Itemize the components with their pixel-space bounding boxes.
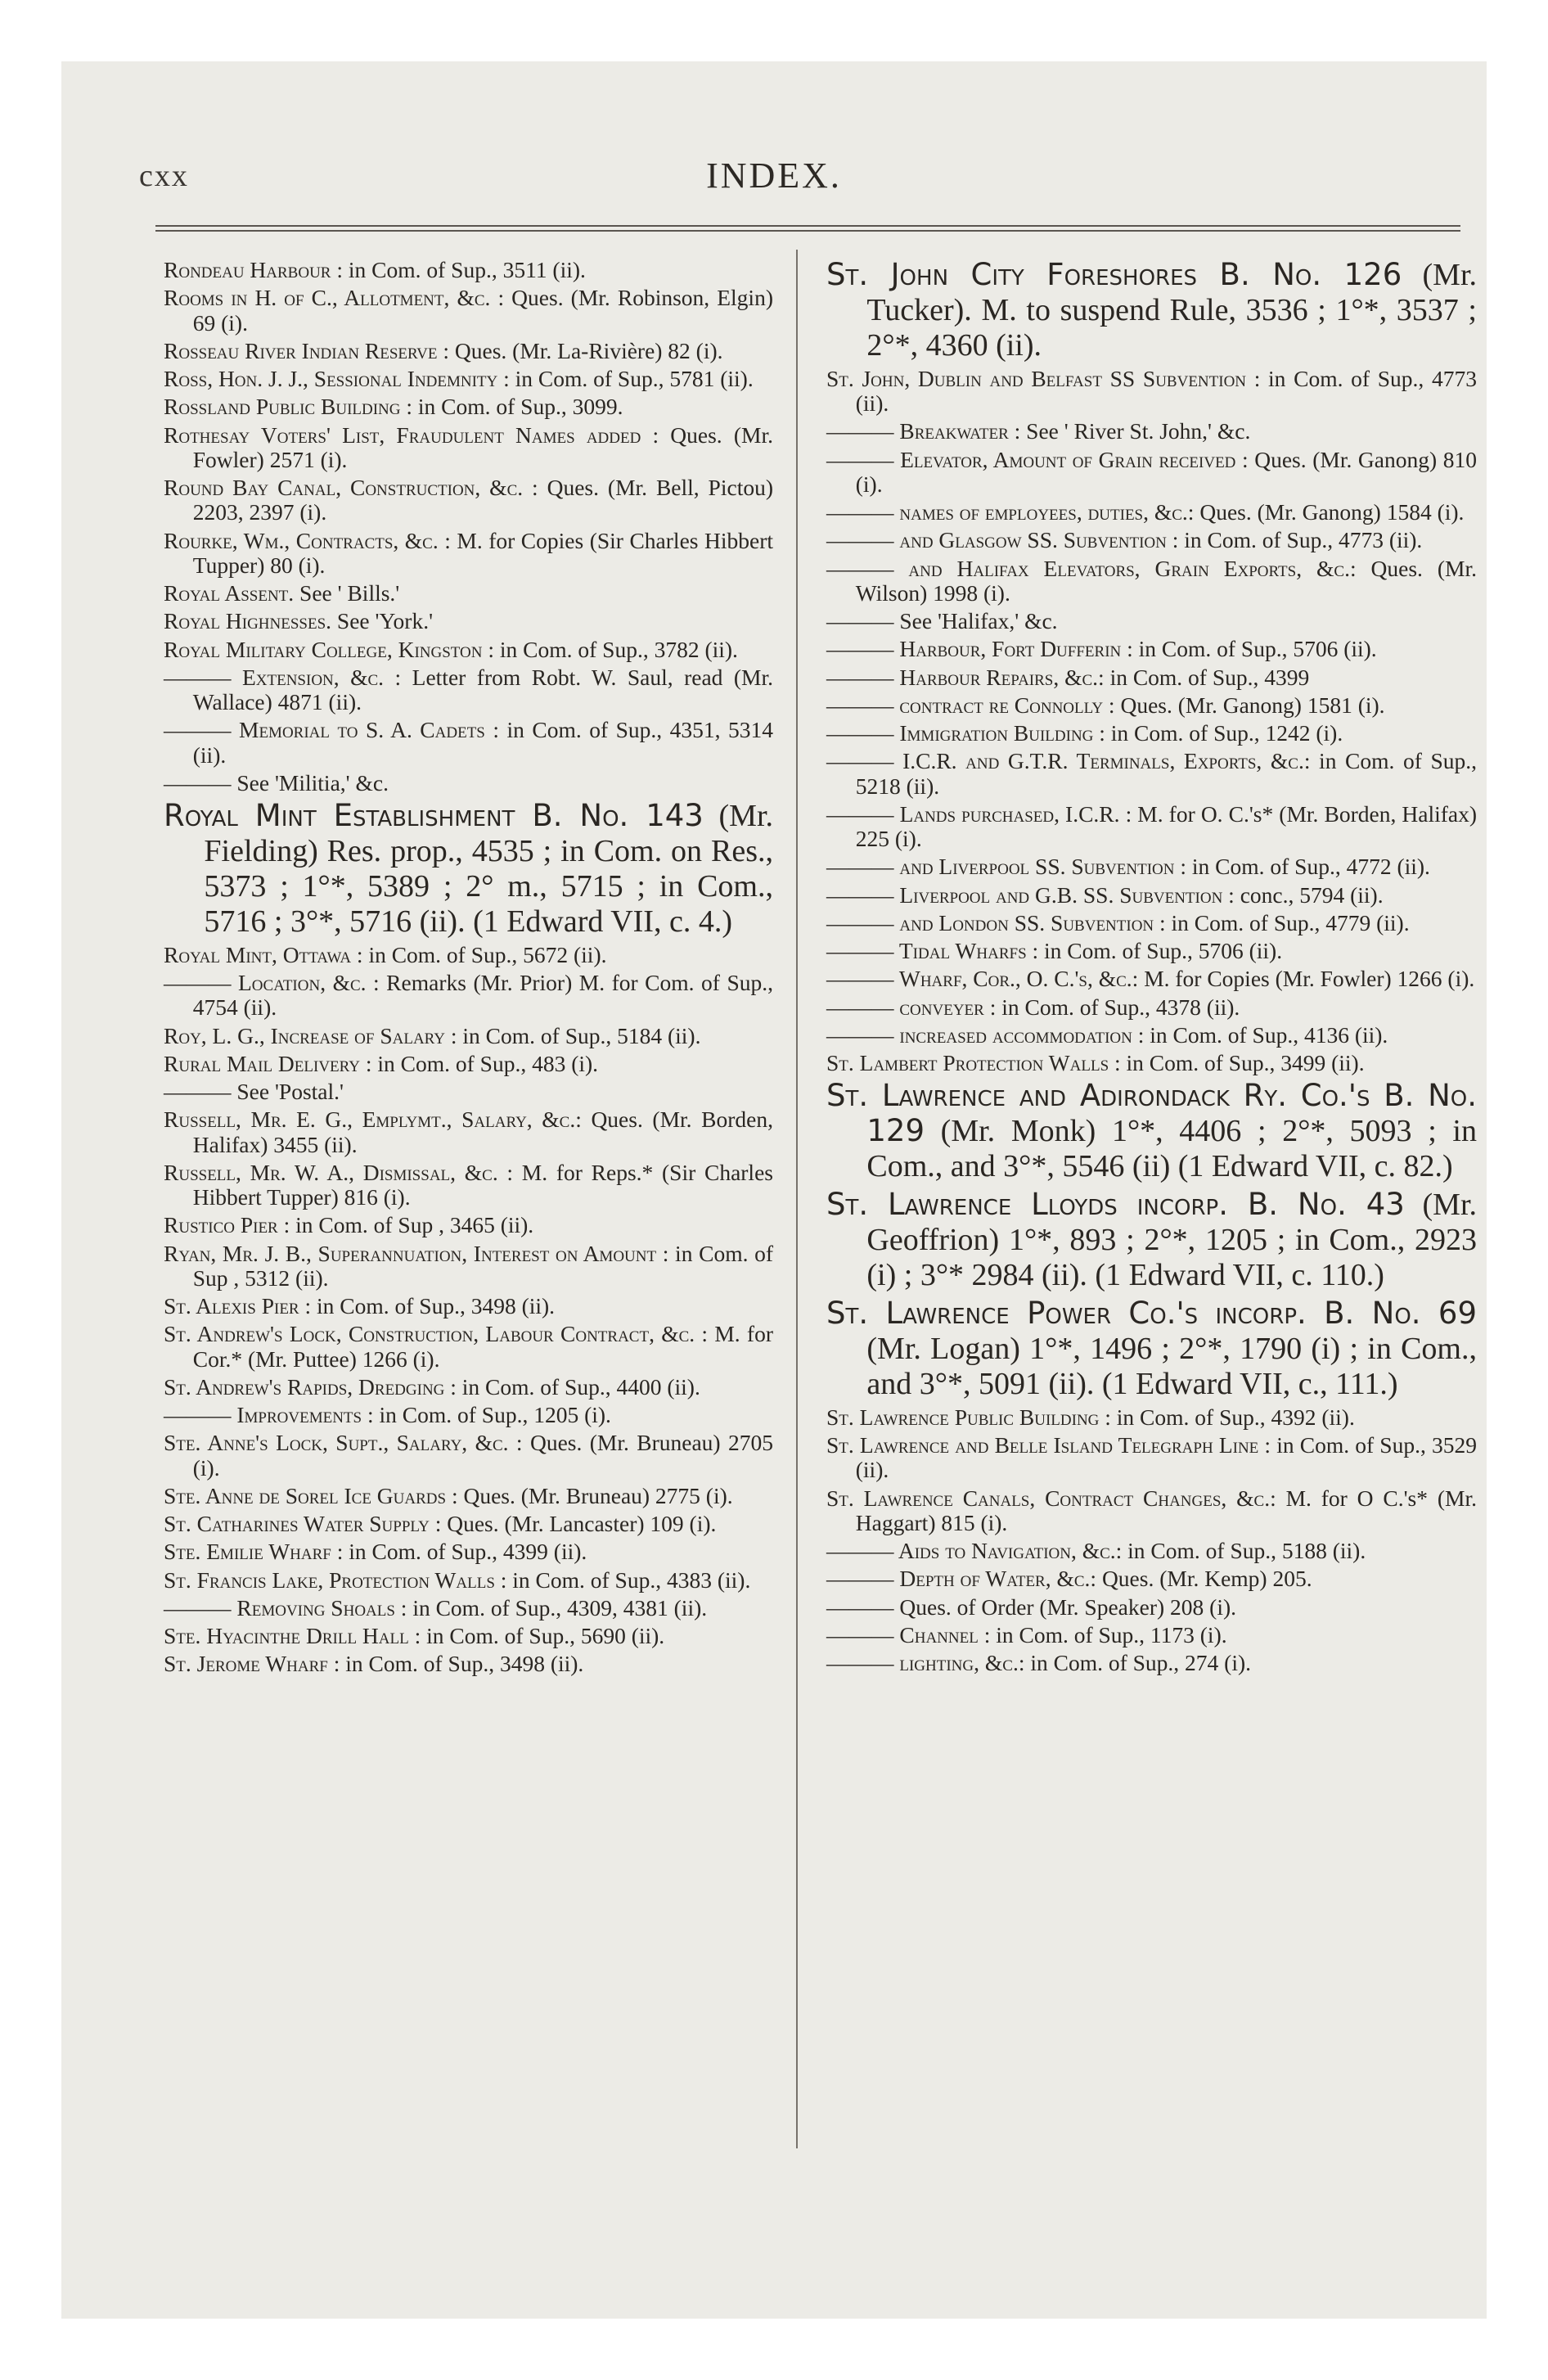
entry-reference: in Com. of Sup , 3465 (ii).	[290, 1212, 534, 1238]
entry-reference: Ques. (Mr. Kemp) 205.	[1096, 1566, 1312, 1592]
entry-reference: in Com. of Sup., 4309, 4381 (ii).	[407, 1594, 708, 1620]
entry-heading: St. Alexis Pier :	[164, 1293, 312, 1318]
entry-reference: in Com. of Sup., 4136 (ii).	[1144, 1021, 1388, 1048]
index-entry	[164, 1431, 773, 1481]
header-rule	[155, 225, 1460, 232]
entry-reference: in Com. of Sup., 5672 (ii).	[362, 941, 607, 967]
entry-reference: in Com. of Sup., 3782 (ii).	[494, 636, 738, 662]
index-entry	[164, 529, 773, 579]
index-entry	[826, 1405, 1477, 1430]
entry-heading: ——— names of employees, duties, &c.:	[826, 499, 1195, 525]
entry-reference: in Com. of Sup., 4772 (ii).	[1186, 854, 1430, 880]
entry-reference: (Mr. Fielding) Res. prop., 4535 ; in Com. on Res., 5373 ; 1°*, 5389 ; 2° m., 5715 ; in Com., 5716 ; 3°*, 5716 (ii). (1 Edward VII, c. 4.)	[204, 799, 773, 939]
entry-heading: St. Andrew's Lock, Construction, Labour Contract, &c. :	[164, 1321, 709, 1347]
entry-heading: ——— Memorial to S. A. Cadets :	[164, 717, 499, 743]
entry-heading: Royal Military College, Kingston :	[164, 636, 494, 662]
entry-heading: Round Bay Canal, Construction, &c. :	[164, 475, 538, 500]
entry-heading: Rooms in H. of C., Allotment, &c. :	[164, 285, 505, 311]
entry-heading: ——— Harbour Repairs, &c.:	[826, 664, 1105, 690]
index-entry	[164, 771, 773, 796]
index-entry	[826, 1651, 1477, 1675]
index-entry	[164, 339, 773, 363]
entry-heading: ——— Removing Shoals :	[164, 1594, 407, 1620]
index-entry	[164, 1512, 773, 1536]
index-entry	[826, 1188, 1477, 1293]
index-entry	[826, 693, 1477, 718]
entry-reference: in Com. of Sup., 3498 (ii).	[311, 1293, 556, 1318]
index-entry	[826, 609, 1477, 633]
index-entry	[164, 286, 773, 336]
entry-heading: Rondeau Harbour :	[164, 257, 343, 282]
entry-heading: St. Andrew's Rapids, Dredging :	[164, 1373, 457, 1400]
entry-reference: in Com. of Sup., 5690 (ii).	[421, 1623, 665, 1648]
entry-heading: Russell, Mr. W. A., Dismissal, &c. :	[164, 1159, 514, 1185]
entry-heading: Roy, L. G., Increase of Salary :	[164, 1022, 457, 1048]
entry-reference: in Com. of Sup., 4383 (ii).	[506, 1566, 751, 1593]
entry-reference: Ques. (Mr. Robinson, Elgin) 69 (i).	[192, 285, 773, 336]
entry-heading: ——— and Liverpool SS. Subvention :	[826, 854, 1186, 880]
entry-heading: ——— Harbour, Fort Dufferin :	[826, 636, 1133, 662]
column-divider	[796, 250, 798, 2148]
entry-heading: ——— Breakwater :	[826, 418, 1021, 444]
entry-heading: ——— lighting, &c.:	[826, 1650, 1025, 1675]
entry-heading: St. Francis Lake, Protection Walls :	[164, 1566, 507, 1593]
entry-reference: in Com. of Sup , 5312 (ii).	[192, 1240, 774, 1291]
index-entry	[164, 1624, 773, 1648]
index-entry	[826, 1051, 1477, 1075]
index-entry	[164, 423, 773, 473]
entry-reference: Ques. (Mr. Bruneau) 2705 (i).	[192, 1430, 773, 1481]
index-entry	[164, 1213, 773, 1237]
running-head	[139, 158, 1409, 207]
entry-reference: in Com. of Sup., 4392 (ii).	[1110, 1404, 1355, 1430]
index-entry	[164, 1568, 773, 1593]
entry-reference: Ques. of Order (Mr. Speaker) 208 (i).	[893, 1593, 1236, 1620]
entry-heading: ——— and Halifax Elevators, Grain Exports, &c.:	[826, 555, 1357, 581]
index-entry	[164, 1242, 773, 1291]
entry-reference: in Com. of Sup., 5706 (ii).	[1038, 938, 1283, 964]
index-entry	[826, 802, 1477, 852]
entry-reference: See 'Postal.'	[231, 1079, 344, 1104]
entry-heading: St. Lawrence and Adirondack Ry. Co.'s B. No. 129	[826, 1078, 1477, 1149]
entry-heading: St. John City Foreshores B. No. 126	[826, 257, 1402, 292]
index-entry	[826, 1433, 1477, 1483]
entry-heading: St. Lawrence Canals, Contract Changes, &c.:	[826, 1485, 1276, 1511]
entry-heading: Ste. Hyacinthe Drill Hall :	[164, 1623, 421, 1648]
entry-reference: in Com. of Sup., 3099.	[412, 394, 623, 420]
entry-heading: Rothesay Voters' List, Fraudulent Names added :	[164, 421, 659, 448]
page-number: cxx	[139, 159, 189, 193]
entry-heading: St. Catharines Water Supply :	[164, 1511, 442, 1536]
entry-reference: in Com. of Sup., 5706 (ii).	[1132, 636, 1377, 662]
entry-reference: See ' Bills.'	[294, 580, 400, 606]
index-entry	[826, 637, 1477, 661]
index-entry	[164, 943, 773, 967]
index-entry	[826, 854, 1477, 879]
index-entry	[164, 799, 773, 940]
index-entry	[826, 749, 1477, 799]
page-title: INDEX.	[706, 156, 842, 196]
entry-reference: in Com. of Sup., 5218 (ii).	[855, 748, 1477, 799]
entry-heading: ——— Wharf, Cor., O. C.'s, &c.:	[826, 966, 1139, 992]
index-entry	[164, 1161, 773, 1210]
entry-heading: Rosseau River Indian Reserve :	[164, 337, 450, 363]
entry-heading: ——— Improvements :	[164, 1402, 374, 1427]
index-entry	[164, 1294, 773, 1318]
entry-reference: Letter from Robt. W. Saul, read (Mr. Wallace) 4871 (ii).	[192, 664, 774, 714]
entry-reference: (Mr. Logan) 1°*, 1496 ; 2°*, 1790 (i) ; in Com., and 3°*, 5091 (ii). (1 Edward VII, c., 111.)	[866, 1331, 1477, 1401]
entry-reference: in Com. of Sup., 4773 (ii).	[855, 365, 1477, 417]
entry-reference: Ques. (Mr. Ganong) 810 (i).	[855, 446, 1477, 497]
index-entry	[164, 394, 773, 419]
entry-reference: Ques. (Mr. Borden, Halifax) 3455 (ii).	[192, 1107, 773, 1157]
right-column	[826, 258, 1477, 1679]
entry-heading: ———	[826, 608, 894, 634]
entry-reference: in Com. of Sup., 1242 (i).	[1105, 720, 1343, 746]
index-entry	[826, 1623, 1477, 1648]
entry-reference: Ques. (Mr. Wilson) 1998 (i).	[855, 555, 1477, 606]
entry-heading: St. Lawrence Public Building :	[826, 1404, 1111, 1430]
index-entry	[826, 448, 1477, 498]
entry-reference: in Com. of Sup., 4399	[1104, 664, 1310, 690]
left-column	[164, 258, 773, 1680]
entry-reference: in Com. of Sup., 5184 (ii).	[457, 1022, 701, 1048]
index-entry	[164, 367, 773, 391]
entry-reference: Remarks (Mr. Prior) M. for Com. of Sup., 4754 (ii).	[192, 970, 773, 1021]
entry-reference: (Mr. Geoffrion) 1°*, 893 ; 2°*, 1205 ; in Com., 2923 (i) ; 3°* 2984 (ii). (1 Edward VII, c. 110.)	[866, 1188, 1477, 1292]
entry-heading: ——— Immigration Building :	[826, 720, 1105, 746]
entry-reference: in Com. of Sup., 4779 (ii).	[1165, 909, 1410, 935]
entry-reference: in Com. of Sup., 4351, 5314 (ii).	[192, 717, 773, 768]
entry-heading: ——— contract re Connolly :	[826, 692, 1115, 718]
index-entry	[826, 367, 1477, 417]
index-entry	[826, 665, 1477, 690]
index-entry	[164, 609, 773, 633]
entry-reference: M. for Copies (Mr. Fowler) 1266 (i).	[1138, 966, 1475, 992]
entry-heading: Ste. Emilie Wharf :	[164, 1539, 344, 1565]
entry-heading: ——— and Glasgow SS. Subvention :	[826, 527, 1179, 553]
entry-reference: in Com. of Sup., 3498 (ii).	[340, 1651, 584, 1677]
index-entry	[826, 1486, 1477, 1536]
entry-heading: Royal Mint, Ottawa :	[164, 941, 363, 967]
entry-heading: ——— Tidal Wharfs :	[826, 938, 1039, 964]
index-entry	[164, 1024, 773, 1048]
index-entry	[164, 1080, 773, 1104]
entry-heading: Royal Highnesses.	[164, 608, 332, 634]
index-entry	[826, 883, 1477, 908]
index-entry	[826, 721, 1477, 746]
entry-reference: in Com. of Sup., 274 (i).	[1024, 1650, 1251, 1675]
entry-heading: St. Lawrence Lloyds incorp. B. No. 43	[826, 1187, 1405, 1223]
index-entry	[164, 476, 773, 525]
index-entry	[164, 1052, 773, 1076]
entry-heading: ——— Elevator, Amount of Grain received :	[826, 446, 1249, 472]
index-entry	[164, 581, 773, 606]
entry-reference: in Com. of Sup., 1205 (i).	[373, 1402, 611, 1427]
index-entry	[164, 258, 773, 282]
index-entry	[826, 557, 1477, 606]
entry-reference: See 'Halifax,' &c.	[893, 608, 1058, 634]
entry-heading: St. John, Dublin and Belfast SS Subvention :	[826, 365, 1261, 391]
entry-reference: (Mr. Tucker). M. to suspend Rule, 3536 ; 1°*, 3537 ; 2°*, 4360 (ii).	[866, 258, 1477, 363]
index-entry	[164, 638, 773, 662]
index-entry	[164, 1484, 773, 1508]
entry-reference: Ques. (Mr. Bruneau) 2775 (i).	[457, 1482, 733, 1508]
entry-reference: Ques. (Mr. Bell, Pictou) 2203, 2397 (i).	[192, 475, 773, 525]
entry-reference: M. for O. C.'s* (Mr. Borden, Halifax) 225 (i).	[855, 800, 1477, 852]
entry-reference: in Com. of Sup., 4399 (ii).	[343, 1539, 587, 1565]
entry-heading: St. Jerome Wharf :	[164, 1651, 340, 1677]
entry-heading: Royal Mint Establishment B. No. 143	[164, 798, 704, 833]
entry-reference: in Com. of Sup., 4378 (ii).	[996, 994, 1240, 1020]
index-entry	[826, 1595, 1477, 1620]
entry-reference: in Com. of Sup., 1173 (i).	[990, 1621, 1227, 1648]
index-entry	[826, 1023, 1477, 1048]
entry-reference: Ques. (Mr. Ganong) 1584 (i).	[1194, 499, 1465, 525]
entry-reference: M. for O C.'s* (Mr. Haggart) 815 (i).	[855, 1485, 1477, 1535]
index-entry	[164, 971, 773, 1021]
entry-heading: ——— Depth of Water, &c.:	[826, 1566, 1097, 1592]
entry-heading: ——— Aids to Navigation, &c.:	[826, 1538, 1123, 1563]
index-entry	[826, 1296, 1477, 1402]
entry-reference: in Com. of Sup., 3499 (ii).	[1120, 1050, 1365, 1076]
index-entry	[826, 500, 1477, 525]
entry-reference: M. for Cor.* (Mr. Puttee) 1266 (i).	[192, 1321, 773, 1372]
index-entry	[164, 1322, 773, 1372]
entry-reference: in Com. of Sup., 5188 (ii).	[1122, 1538, 1366, 1563]
entry-heading: ——— and London SS. Subvention :	[826, 909, 1166, 935]
index-entry	[826, 967, 1477, 991]
entry-heading: ——— increased accommodation :	[826, 1021, 1145, 1048]
entry-heading: St. Lawrence and Belle Island Telegraph Line :	[826, 1432, 1271, 1458]
entry-heading: ——— Lands purchased, I.C.R. :	[826, 800, 1132, 827]
index-entry	[164, 718, 773, 768]
entry-heading: Russell, Mr. E. G., Emplymt., Salary, &c.:	[164, 1107, 582, 1133]
entry-heading: ——— I.C.R. and G.T.R. Terminals, Exports, &c.:	[826, 748, 1311, 774]
index-entry	[826, 995, 1477, 1020]
index-entry	[826, 939, 1477, 963]
index-entry	[164, 1652, 773, 1676]
entry-heading: ———	[826, 1593, 894, 1620]
index-entry	[164, 1403, 773, 1427]
entry-reference: Ques. (Mr. Ganong) 1581 (i).	[1114, 692, 1385, 718]
entry-heading: ——— Channel :	[826, 1621, 991, 1648]
entry-heading: ———	[164, 1079, 232, 1104]
entry-reference: in Com. of Sup., 3511 (ii).	[343, 257, 586, 282]
entry-heading: ——— Extension, &c. :	[164, 664, 402, 690]
entry-heading: Rourke, Wm., Contracts, &c. :	[164, 527, 451, 553]
index-entry	[826, 1566, 1477, 1591]
entry-heading: St. Lambert Protection Walls :	[826, 1050, 1121, 1076]
entry-heading: Ste. Anne de Sorel Ice Guards :	[164, 1482, 458, 1508]
page-scan	[61, 61, 1487, 2319]
entry-heading: St. Lawrence Power Co.'s incorp. B. No. 69	[826, 1295, 1477, 1331]
index-entry	[164, 1107, 773, 1157]
entry-reference: See ' River St. John,' &c.	[1020, 418, 1251, 444]
entry-heading: Ste. Anne's Lock, Supt., Salary, &c. :	[164, 1430, 523, 1456]
entry-heading: Rustico Pier :	[164, 1212, 290, 1238]
entry-heading: ——— Liverpool and G.B. SS. Subvention :	[826, 881, 1235, 908]
entry-heading: Ross, Hon. J. J., Sessional Indemnity :	[164, 366, 510, 391]
index-entry	[164, 1596, 773, 1620]
entry-heading: Royal Assent.	[164, 580, 295, 606]
entry-reference: conc., 5794 (ii).	[1234, 881, 1384, 908]
entry-reference: Ques. (Mr. Lancaster) 109 (i).	[441, 1511, 717, 1536]
index-entry	[826, 1539, 1477, 1563]
entry-reference: in Com. of Sup., 483 (i).	[371, 1050, 599, 1076]
index-entry	[826, 911, 1477, 935]
entry-reference: See 'Militia,' &c.	[231, 769, 389, 796]
index-entry	[164, 1539, 773, 1564]
entry-reference: (Mr. Monk) 1°*, 4406 ; 2°*, 5093 ; in Com., and 3°*, 5546 (ii) (1 Edward VII, c. 82.)	[866, 1114, 1477, 1184]
entry-heading: Ryan, Mr. J. B., Superannuation, Interest on Amount :	[164, 1240, 669, 1266]
entry-heading: ——— Location, &c. :	[164, 970, 380, 995]
index-entry	[826, 419, 1477, 444]
entry-reference: M. for Copies (Sir Charles Hibbert Tupper) 80 (i).	[192, 527, 773, 578]
entry-reference: See 'York.'	[331, 608, 434, 634]
entry-reference: in Com. of Sup., 4400 (ii).	[456, 1373, 700, 1400]
index-entry	[164, 665, 773, 715]
index-entry	[826, 258, 1477, 363]
entry-heading: Rural Mail Delivery :	[164, 1050, 372, 1076]
index-entry	[826, 1079, 1477, 1184]
entry-reference: in Com. of Sup., 5781 (ii).	[509, 366, 754, 391]
entry-heading: ———	[164, 769, 232, 796]
index-entry	[826, 528, 1477, 552]
entry-reference: Ques. (Mr. La-Rivière) 82 (i).	[449, 337, 723, 363]
entry-reference: in Com. of Sup., 3529 (ii).	[855, 1432, 1477, 1483]
index-entry	[164, 1375, 773, 1400]
entry-heading: ——— conveyer :	[826, 994, 997, 1020]
entry-heading: Rossland Public Building :	[164, 394, 413, 420]
entry-reference: in Com. of Sup., 4773 (ii).	[1178, 527, 1423, 553]
entry-reference: M. for Reps.* (Sir Charles Hibbert Tupper) 816 (i).	[192, 1159, 773, 1210]
entry-reference: Ques. (Mr. Fowler) 2571 (i).	[192, 421, 773, 472]
